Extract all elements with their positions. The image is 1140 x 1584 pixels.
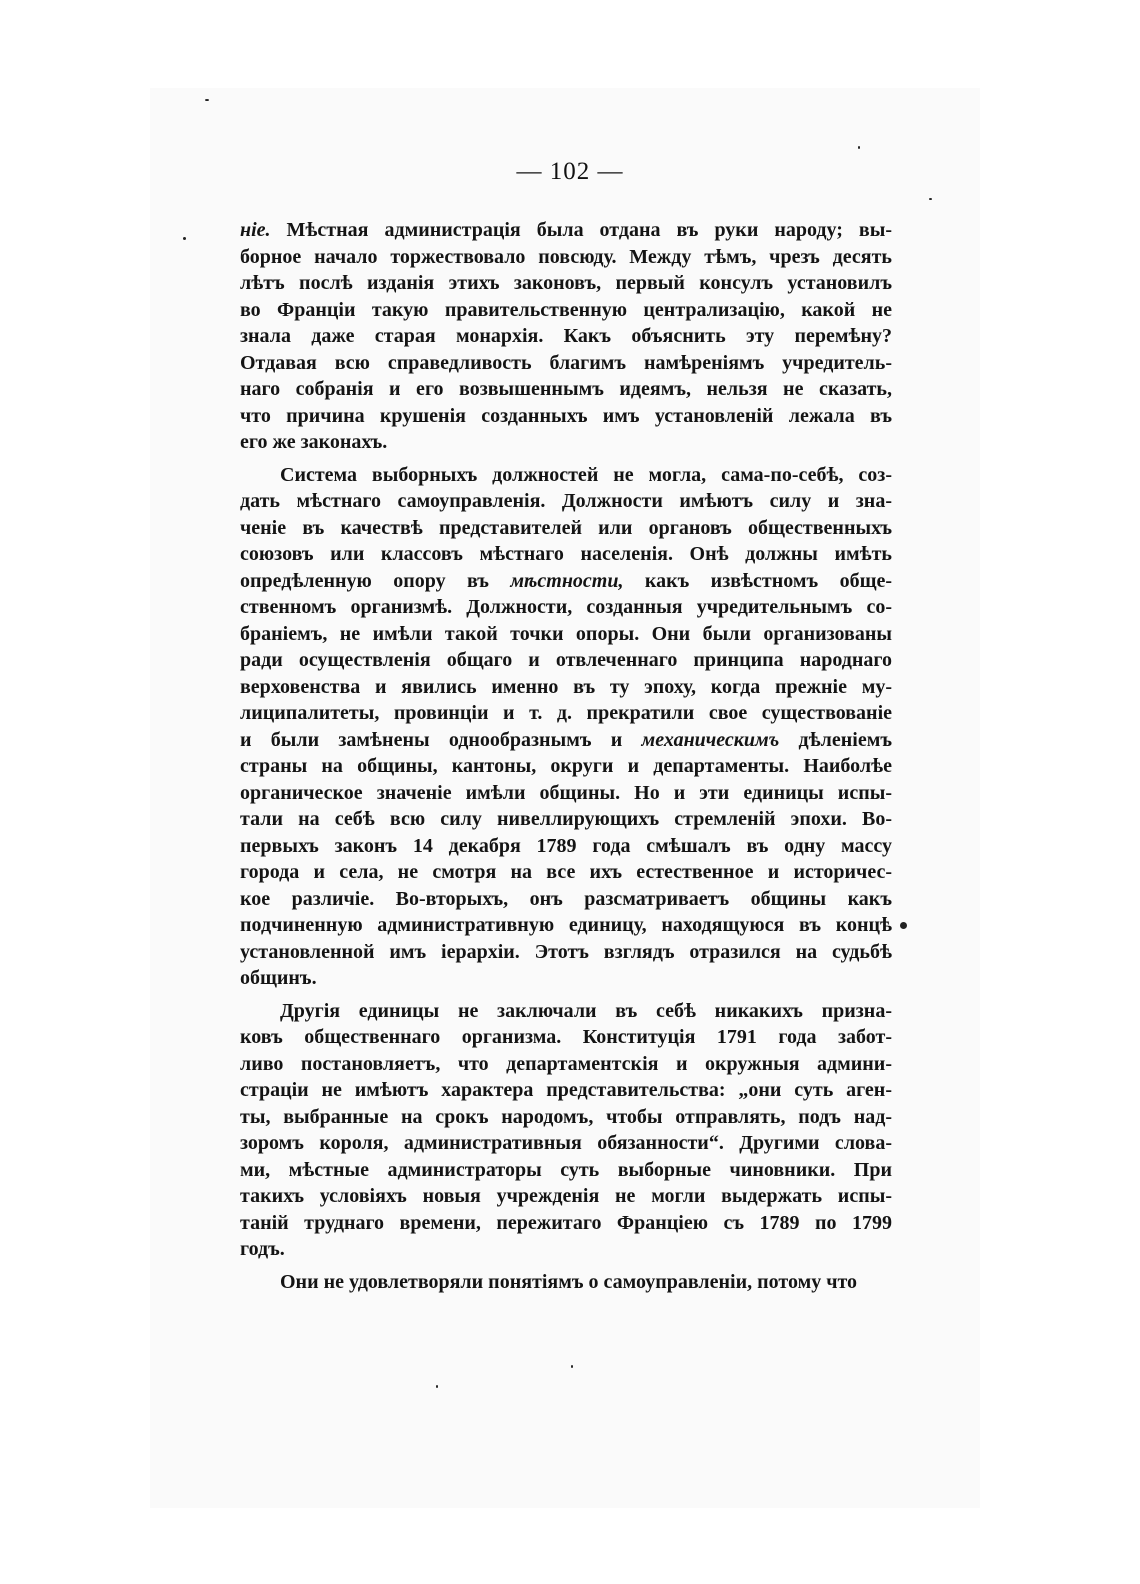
text-line (240, 647, 892, 674)
italic-text: ніе. (240, 219, 271, 241)
text-run: страціи не имѣютъ характера представительства: „они суть аген- (240, 1079, 892, 1101)
body-text (240, 217, 892, 1295)
text-run: таній труднаго времени, пережитаго Франціею съ 1789 по 1799 (240, 1211, 892, 1234)
text-run: браніемъ, не имѣли такой точки опоры. Они были организованы (240, 622, 892, 645)
text-line (240, 568, 892, 595)
text-run: ты, выбранные на срокъ народомъ, чтобы отправлять, подъ над- (240, 1105, 892, 1128)
text-run: борное начало торжествовало повсюду. Между тѣмъ, чрезъ десять (240, 245, 892, 268)
text-run: верховенства и явились именно въ ту эпоху, когда прежніе му- (240, 675, 892, 698)
text-run: органическое значеніе имѣли общины. Но и эти единицы испы- (240, 781, 892, 804)
text-line (240, 462, 892, 489)
text-line (240, 1024, 892, 1051)
text-line (240, 515, 892, 542)
text-run: Мѣстная администрація была отдана въ руки народу; вы- (270, 219, 892, 241)
text-line (240, 1236, 892, 1263)
text-line (240, 621, 892, 648)
paragraph (240, 462, 892, 992)
text-line (240, 1130, 892, 1157)
text-line (240, 727, 892, 754)
text-line (240, 998, 892, 1025)
text-line (240, 244, 892, 271)
text-run: лиципалитеты, провинціи и т. д. прекратили свое существованіе (240, 702, 892, 724)
page-number: — 102 — (516, 158, 624, 185)
scan-speck (929, 198, 932, 200)
text-line (240, 965, 892, 992)
text-run: дѣленіемъ (779, 728, 892, 751)
text-line (240, 939, 892, 966)
text-run: союзовъ или классовъ мѣстнаго населенія. Онѣ должны имѣть (240, 543, 892, 565)
text-line (240, 488, 892, 515)
text-line (240, 1183, 892, 1210)
text-line (240, 806, 892, 833)
text-run: ченіе въ качествѣ представителей или органовъ общественныхъ (240, 516, 892, 539)
text-run: лѣтъ послѣ изданія этихъ законовъ, первый консулъ установилъ (240, 272, 892, 294)
text-run: Другія единицы не заключали въ себѣ никакихъ призна- (280, 999, 892, 1022)
text-run: первыхъ законъ 14 декабря 1789 года смѣшалъ въ одну массу (240, 834, 892, 857)
text-line (240, 859, 892, 886)
text-run: во Франціи такую правительственную централизацію, какой не (240, 298, 892, 321)
text-line (240, 700, 892, 727)
scan-speck (858, 146, 860, 149)
text-line (240, 1157, 892, 1184)
text-line (240, 753, 892, 780)
text-line (240, 833, 892, 860)
text-line (240, 297, 892, 324)
text-line (240, 350, 892, 377)
text-run: ливо постановляетъ, что департаментскія и окружныя админи- (240, 1052, 892, 1075)
text-run: Они не удовлетворяли понятіямъ о самоуправленіи, потому что (280, 1270, 858, 1293)
text-line (240, 217, 892, 244)
text-run: опредѣленную опору въ (240, 569, 511, 592)
text-run: общинъ. (240, 967, 317, 989)
scan-speck (436, 1385, 438, 1388)
scan-speck (571, 1365, 573, 1368)
text-line (240, 376, 892, 403)
text-line (240, 594, 892, 621)
text-run: ради осуществленія общаго и отвлеченнаго принципа народнаго (240, 649, 892, 671)
scan-speck (900, 922, 907, 929)
text-line (240, 674, 892, 701)
text-run: подчиненную административную единицу, находящуюся въ концѣ (240, 914, 892, 936)
paragraph (240, 998, 892, 1263)
text-line (240, 912, 892, 939)
text-run: города и села, не смотря на все ихъ естественное и историчес- (240, 861, 892, 883)
text-line (240, 403, 892, 430)
text-run: страны на общины, кантоны, округи и департаменты. Наиболѣе (240, 755, 892, 777)
italic-text: мѣстности, (510, 569, 624, 592)
text-run: что причина крушенія созданныхъ имъ установленій лежала въ (240, 404, 892, 427)
text-run: годъ. (240, 1238, 285, 1260)
text-line (240, 429, 892, 456)
text-run: ми, мѣстные администраторы суть выборные чиновники. При (240, 1158, 892, 1181)
text-line (240, 1269, 892, 1296)
text-run: наго собранія и его возвышеннымъ идеямъ, нельзя не сказать, (240, 378, 892, 400)
text-run: Система выборныхъ должностей не могла, сама-по-себѣ, соз- (280, 463, 892, 486)
text-run: такихъ условіяхъ новыя учрежденія не могли выдержать испы- (240, 1185, 892, 1207)
text-run: его же законахъ. (240, 431, 388, 453)
text-line (240, 886, 892, 913)
text-run: дать мѣстнаго самоуправленія. Должности имѣютъ силу и зна- (240, 490, 892, 512)
text-line (240, 270, 892, 297)
text-run: ковъ общественнаго организма. Конституція 1791 года забот- (240, 1026, 892, 1048)
text-run: какъ извѣстномъ обще- (623, 569, 892, 592)
paragraph (240, 1269, 892, 1296)
text-line (240, 323, 892, 350)
text-line (240, 541, 892, 568)
text-line (240, 780, 892, 807)
text-line (240, 1077, 892, 1104)
scan-speck (205, 99, 209, 101)
text-run: зоромъ короля, административныя обязанности“. Другими слова- (240, 1132, 892, 1154)
text-run: установленной имъ іерархіи. Этотъ взглядъ отразился на судьбѣ (240, 940, 892, 963)
text-run: ственномъ организмѣ. Должности, созданныя учредительнымъ со- (240, 596, 892, 618)
text-run: Отдавая всю справедливость благимъ намѣреніямъ учредитель- (240, 351, 892, 374)
text-run: кое различіе. Во-вторыхъ, онъ разсматриваетъ общины какъ (240, 887, 892, 910)
text-line (240, 1104, 892, 1131)
italic-text: механическимъ (641, 728, 780, 751)
scan-speck (183, 237, 186, 240)
paragraph (240, 217, 892, 456)
text-run: знала даже старая монархія. Какъ объяснить эту перемѣну? (240, 325, 892, 347)
text-line (240, 1051, 892, 1078)
text-run: тали на себѣ всю силу нивеллирующихъ стремленій эпохи. Во- (240, 808, 892, 830)
text-line (240, 1210, 892, 1237)
text-run: и были замѣнены однообразнымъ и (240, 728, 642, 751)
